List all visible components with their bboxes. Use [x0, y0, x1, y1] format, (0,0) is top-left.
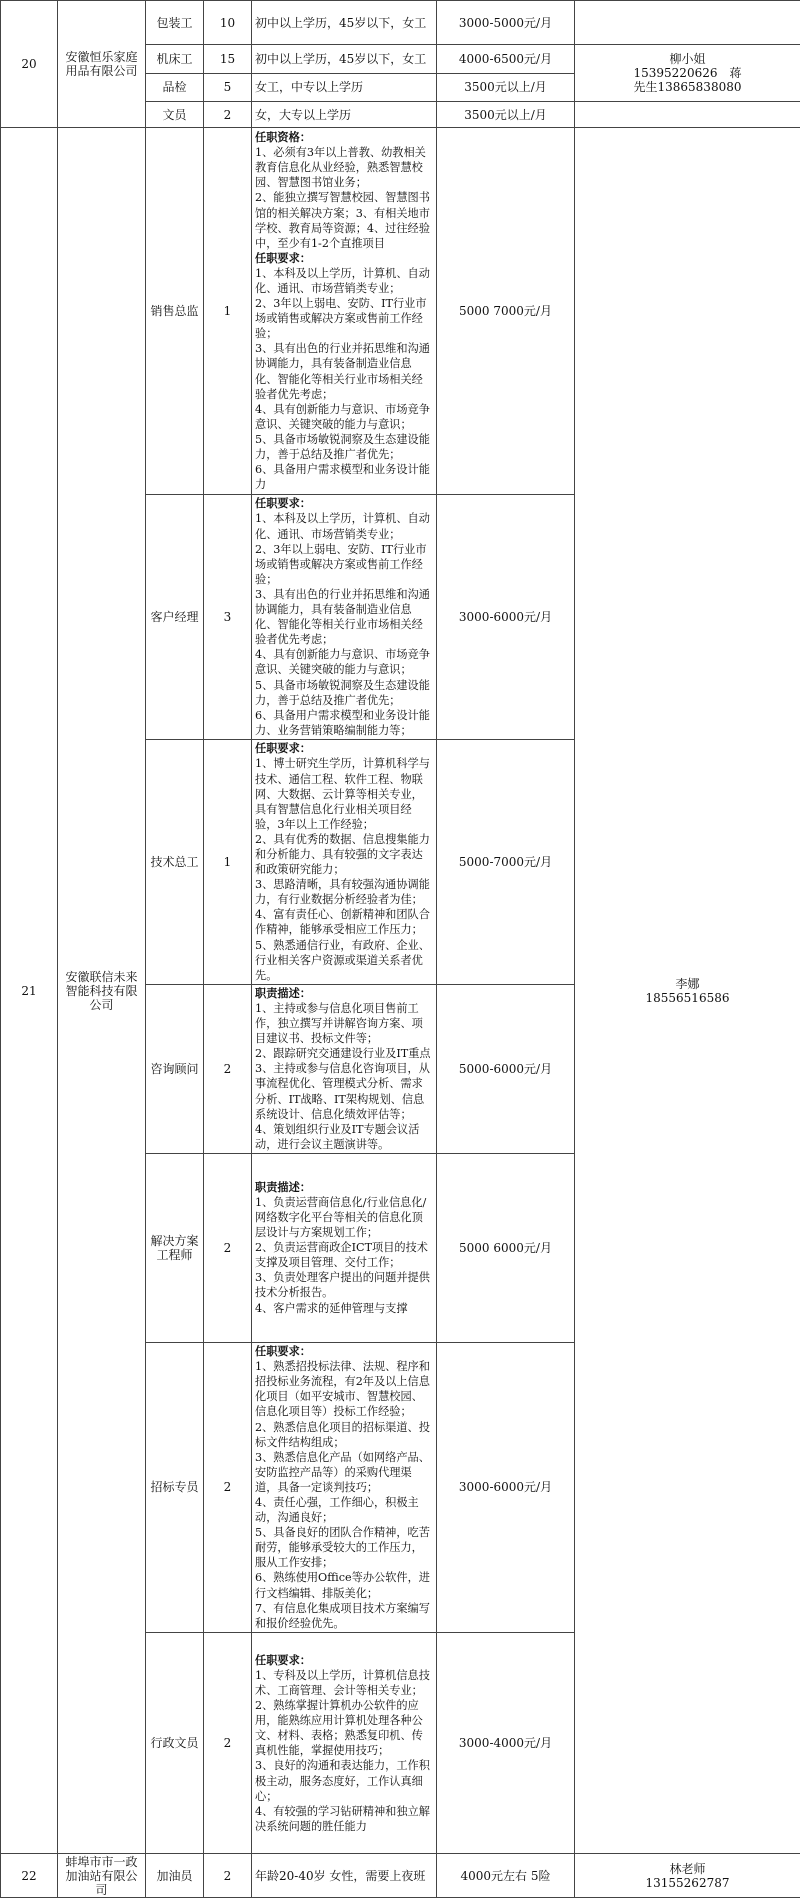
job-title: 客户经理: [146, 495, 204, 740]
requirement-line: 2、能独立撰写智慧校园、智慧图书馆的相关解决方案；3、有相关地市学校、教育局等资源；4、过往经验中，至少有1-2个直推项目: [255, 191, 430, 250]
job-requirements: [252, 102, 437, 128]
job-count: 5: [204, 73, 252, 101]
job-title: 解决方案工程师: [146, 1153, 204, 1342]
requirement-line: 初中以上学历，45岁以下，女工: [255, 52, 427, 67]
requirement-line: 4、富有责任心、创新精神和团队合作精神，能够承受相应工作压力；: [255, 908, 430, 937]
job-requirements: [252, 985, 437, 1154]
requirement-list: [255, 741, 433, 983]
requirement-line: 3、负责处理客户提出的问题并提供技术分析报告。: [255, 1271, 430, 1300]
requirement-list: [255, 1344, 433, 1631]
requirement-line: 3、良好的沟通和表达能力，工作积极主动，服务态度好，工作认真细心；: [255, 1759, 430, 1803]
contact-info: [575, 45, 800, 102]
job-title: 行政文员: [146, 1633, 204, 1854]
requirement-line: 2、负责运营商政企ICT项目的技术支撑及项目管理、交付工作；: [255, 1241, 428, 1270]
requirement-line: 2、3年以上弱电、安防、IT行业市场或销售或解决方案或售前工作经验；: [255, 542, 427, 586]
requirement-list: [255, 1180, 433, 1316]
requirement-line: 2、具有优秀的数据、信息搜集能力和分析能力、具有较强的文字表达和政策研究能力；: [255, 832, 430, 877]
job-requirements: [252, 1153, 437, 1342]
job-salary: 5000 6000元/月: [437, 1153, 575, 1342]
company-name: 安徽联信未来智能科技有限公司: [58, 128, 146, 1854]
job-count: 2: [204, 1854, 252, 1898]
requirement-line: 1、博士研究生学历，计算机科学与技术、通信工程、软件工程、物联网、大数据、云计算等相关专业，具有智慧信息化行业相关项目经验，3年以上工作经验；: [255, 757, 430, 831]
job-salary: 5000-6000元/月: [437, 985, 575, 1154]
requirement-line: 1、主持或参与信息化项目售前工作，独立撰写并讲解咨询方案、项目建议书、投标文件等；: [255, 1001, 423, 1046]
job-requirements: [252, 45, 437, 73]
requirement-heading: 职责描述：: [255, 1179, 311, 1194]
job-count: 2: [204, 102, 252, 128]
job-count: 2: [204, 1153, 252, 1342]
requirement-line: 2、跟踪研究交通建设行业及IT重点: [255, 1047, 431, 1061]
requirement-line: 1、负责运营商信息化/行业信息化/网络数字化平台等相关的信息化顶层设计与方案规划工作；: [255, 1195, 427, 1240]
company-number: 21: [1, 128, 58, 1854]
job-table-body: [1, 1, 800, 1898]
requirement-line: 2、熟练掌握计算机办公软件的应用，能熟练应用计算机处理各种公文、材料、表格；熟悉复印机、传真机性能，掌握使用技巧；: [255, 1699, 423, 1758]
requirement-line: 1、专科及以上学历，计算机信息技术、工商管理、会计等相关专业；: [255, 1668, 430, 1697]
requirement-line: 1、必须有3年以上普教、幼教相关教育信息化从业经验，熟悉智慧校园、智慧图书馆业务；: [255, 146, 426, 190]
job-count: 2: [204, 1342, 252, 1633]
job-title: 机床工: [146, 45, 204, 73]
contact-empty: [575, 102, 800, 128]
contact-line: 先生13865838080: [633, 80, 742, 95]
job-title: 包装工: [146, 1, 204, 45]
requirement-line: 4、策划组织行业及IT专题会议活动，进行会议主题演讲等。: [255, 1122, 420, 1151]
job-count: 2: [204, 985, 252, 1154]
requirement-heading: 任职要求：: [255, 496, 311, 511]
job-requirements: [252, 73, 437, 101]
requirement-line: 初中以上学历，45岁以下，女工: [255, 15, 427, 30]
requirement-line: 5、具备市场敏锐洞察及生态建设能力，善于总结及推广者优先；: [255, 432, 430, 462]
requirement-line: 3、具有出色的行业并拓思维和沟通协调能力，具有装备制造业信息化、智能化等相关行业市场相关经验者优先考虑；: [255, 587, 430, 647]
job-row: [1, 1854, 800, 1898]
job-salary: 3500元以上/月: [437, 102, 575, 128]
job-title: 咨询顾问: [146, 985, 204, 1154]
job-title: 加油员: [146, 1854, 204, 1898]
requirement-line: 女工，中专以上学历: [255, 80, 364, 95]
contact-info: [575, 1854, 800, 1898]
requirement-line: 5、具备良好的团队合作精神，吃苦耐劳，能够承受较大的工作压力，服从工作安排；: [255, 1526, 430, 1570]
requirement-line: 女，大专以上学历: [255, 107, 352, 122]
requirement-list: [255, 496, 433, 738]
requirement-line: 6、熟练使用Office等办公软件，进行文档编辑、排版美化；: [255, 1571, 430, 1600]
contact-info: [575, 128, 800, 1854]
requirement-list: [255, 1653, 433, 1834]
job-requirements: [252, 740, 437, 985]
requirement-heading: 任职要求：: [255, 250, 311, 265]
contact-line: 13155262787: [645, 1875, 730, 1890]
requirement-heading: 职责描述：: [255, 985, 311, 1000]
job-row: [1, 1, 800, 45]
requirement-line: 4、具有创新能力与意识、市场竞争意识、关键突破的能力与意识；: [255, 648, 430, 677]
requirement-line: 5、熟悉通信行业，有政府、企业、行业相关客户资源或渠道关系者优先。: [255, 938, 430, 982]
requirement-list: [255, 130, 433, 492]
job-requirements: [252, 1342, 437, 1633]
job-salary: 5000 7000元/月: [437, 128, 575, 495]
requirement-heading: 任职要求：: [255, 1344, 311, 1359]
job-row: [1, 128, 800, 495]
requirement-line: 1、本科及以上学历，计算机、自动化、通讯、市场营销类专业；: [255, 266, 430, 296]
contact-line: 李娜: [675, 976, 700, 991]
requirement-line: 4、责任心强，工作细心，积极主动，沟通良好；: [255, 1495, 419, 1525]
job-requirements: [252, 1, 437, 45]
requirement-line: 6、具备用户需求模型和业务设计能力: [255, 463, 430, 492]
requirement-line: 2、熟悉信息化项目的招标渠道、投标文件结构组成；: [255, 1420, 430, 1449]
requirement-line: 年龄20-40岁 女性，需要上夜班: [255, 1868, 426, 1883]
requirement-line: 6、具备用户需求模型和业务设计能力、业务营销策略编制能力等；: [255, 708, 430, 737]
job-salary: 4000-6500元/月: [437, 45, 575, 73]
contact-line: 林老师: [669, 1861, 706, 1876]
requirement-line: 3、思路清晰，具有较强沟通协调能力，有行业数据分析经验者为佳；: [255, 878, 430, 907]
requirement-line: 3、熟悉信息化产品（如网络产品、安防监控产品等）的采购代理渠道，具备一定谈判技巧；: [255, 1450, 430, 1494]
contact-line: 15395220626 蒋: [633, 66, 742, 81]
contact-line: 18556516586: [645, 990, 730, 1005]
job-title: 文员: [146, 102, 204, 128]
job-title: 销售总监: [146, 128, 204, 495]
job-count: 1: [204, 128, 252, 495]
job-count: 3: [204, 495, 252, 740]
job-salary: 3000-4000元/月: [437, 1633, 575, 1854]
job-count: 2: [204, 1633, 252, 1854]
requirement-list: [255, 986, 433, 1152]
job-salary: 3000-6000元/月: [437, 1342, 575, 1633]
job-requirements: [252, 495, 437, 740]
requirement-line: 4、具有创新能力与意识、市场竞争意识、关键突破的能力与意识；: [255, 402, 430, 431]
requirement-line: 4、有较强的学习钻研精神和独立解决系统问题的胜任能力: [255, 1804, 430, 1833]
job-requirements: [252, 128, 437, 495]
job-count: 1: [204, 740, 252, 985]
job-count: 10: [204, 1, 252, 45]
requirement-heading: 任职要求：: [255, 741, 311, 756]
requirement-line: 3、具有出色的行业并拓思维和沟通协调能力，具有装备制造业信息化、智能化等相关行业市场相关经验者优先考虑；: [255, 342, 430, 401]
contact-empty: [575, 1, 800, 45]
company-name: 安徽恒乐家庭用品有限公司: [58, 1, 146, 128]
requirement-line: 1、熟悉招投标法律、法规、程序和招投标业务流程，有2年及以上信息化项目（如平安城市、智慧校园、信息化项目等）投标工作经验；: [255, 1360, 430, 1419]
job-requirements: [252, 1633, 437, 1854]
contact-line: 柳小姐: [669, 52, 706, 67]
job-salary: 3500元以上/月: [437, 73, 575, 101]
requirement-line: 3、主持或参与信息化咨询项目，从事流程优化、管理模式分析、需求分析、IT战略、IT架构规划、信息系统设计、信息化绩效评估等；: [255, 1062, 430, 1121]
requirement-line: 7、有信息化集成项目技术方案编写和报价经验优先。: [255, 1601, 430, 1630]
job-count: 15: [204, 45, 252, 73]
requirement-line: 1、本科及以上学历，计算机、自动化、通讯、市场营销类专业；: [255, 512, 430, 541]
job-salary: 4000元左右 5险: [437, 1854, 575, 1898]
job-requirements: [252, 1854, 437, 1898]
job-title: 品检: [146, 73, 204, 101]
company-number: 20: [1, 1, 58, 128]
requirement-line: 4、客户需求的延伸管理与支撑: [255, 1301, 408, 1315]
job-salary: 3000-5000元/月: [437, 1, 575, 45]
requirement-heading: 任职资格：: [255, 130, 311, 145]
job-salary: 3000-6000元/月: [437, 495, 575, 740]
requirement-heading: 任职要求：: [255, 1652, 311, 1667]
requirement-line: 2、3年以上弱电、安防、IT行业市场或销售或解决方案或售前工作经验；: [255, 297, 427, 341]
job-title: 技术总工: [146, 740, 204, 985]
job-title: 招标专员: [146, 1342, 204, 1633]
company-name: 蚌埠市市一政加油站有限公司: [58, 1854, 146, 1898]
company-number: 22: [1, 1854, 58, 1898]
job-salary: 5000-7000元/月: [437, 740, 575, 985]
requirement-line: 5、具备市场敏锐洞察及生态建设能力，善于总结及推广者优先；: [255, 678, 430, 707]
